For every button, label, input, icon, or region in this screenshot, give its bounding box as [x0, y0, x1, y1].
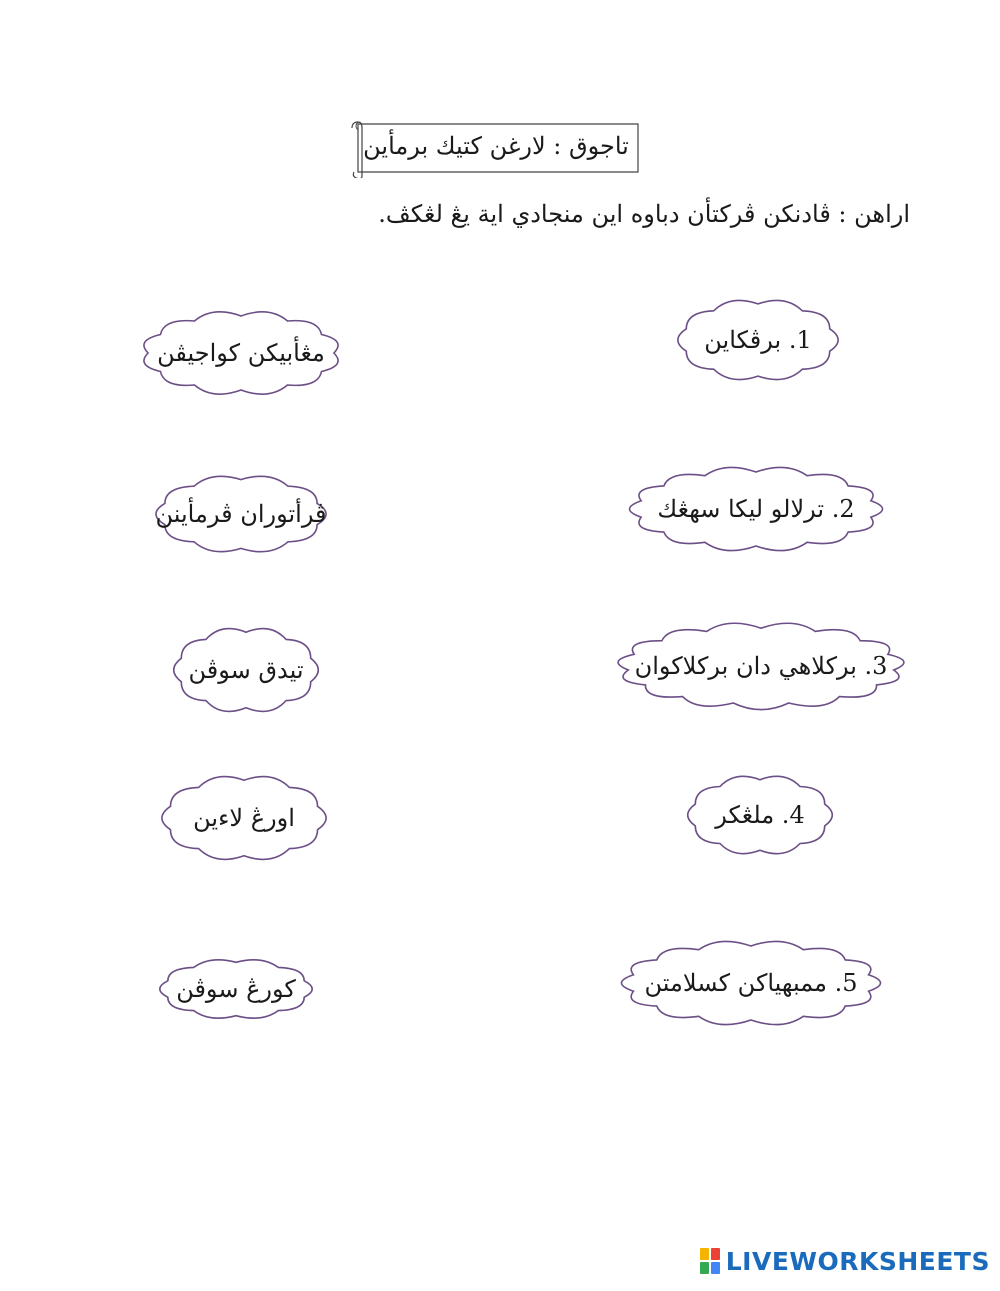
item-2-text: 2. ترلالو ليكا سهڠك — [657, 495, 855, 523]
cloud-answer-5[interactable] — [154, 954, 318, 1024]
cloud-answer-1[interactable] — [136, 306, 346, 400]
item-5-text: 5. ممبهياكن كسلامتن — [644, 969, 858, 997]
item-4-text: 4. ملڠكر — [715, 801, 805, 829]
brand-text: LIVEWORKSHEETS — [725, 1246, 990, 1276]
answer-3-text: تيدق سوڤن — [188, 656, 304, 684]
cloud-item-4[interactable] — [682, 770, 838, 860]
cloud-answer-4[interactable] — [156, 770, 332, 866]
answer-1-text: مڠأبيكن كواجيڤن — [157, 339, 325, 367]
cloud-item-3[interactable] — [612, 618, 910, 714]
item-3-text: 3. بركلاهي دان بركلاكوان — [634, 652, 888, 680]
logo-blocks-icon — [700, 1248, 720, 1274]
cloud-item-1[interactable] — [672, 294, 844, 386]
page-title: تاجوق : لارغن كتيك برمأين — [363, 132, 629, 160]
cloud-item-5[interactable] — [616, 936, 886, 1030]
answer-5-text: كورڠ سوڤن — [176, 975, 296, 1003]
cloud-answer-2[interactable] — [150, 470, 332, 558]
answer-4-text: اورڠ لاءين — [193, 804, 295, 832]
item-1-text: 1. برڤكاين — [704, 326, 812, 354]
liveworksheets-logo — [700, 1247, 990, 1275]
title-banner — [350, 118, 642, 178]
cloud-item-2[interactable] — [624, 462, 888, 556]
answer-2-text: ڤرأتوران ڤرمأينن — [155, 500, 327, 528]
cloud-answer-3[interactable] — [168, 622, 324, 718]
instruction-text: اراهن : ڤادنكن ڤركتأن دباوه اين منجادي اية يڠ لڠكڤ. — [378, 200, 910, 228]
